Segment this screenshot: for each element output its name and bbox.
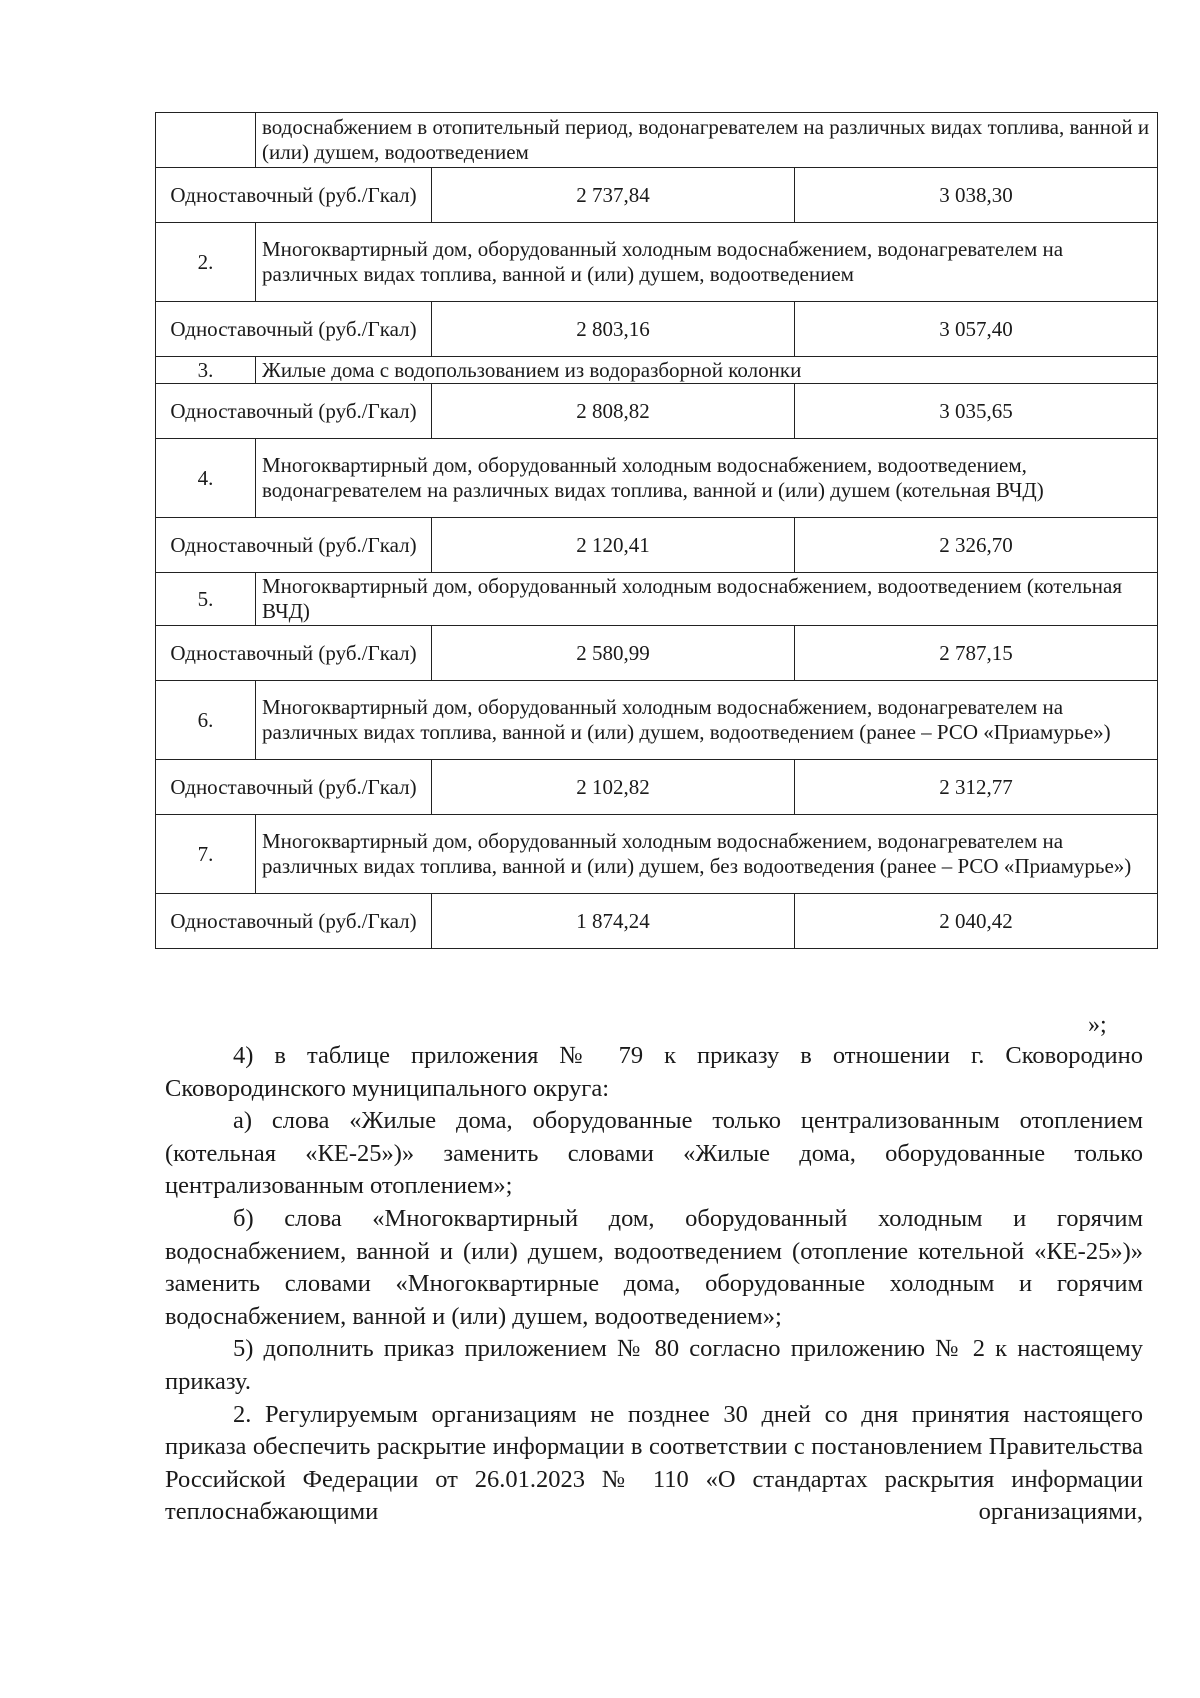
rate-value-2: 3 057,40: [795, 302, 1158, 357]
table-row: [156, 815, 1158, 894]
category-number: 7.: [156, 815, 256, 894]
rate-value-1: 2 120,41: [432, 518, 795, 573]
table-row: [156, 223, 1158, 302]
rate-row: [156, 168, 1158, 223]
rate-label: Одноставочный (руб./Гкал): [156, 894, 432, 949]
paragraph: 2. Регулируемым организациям не позднее 30 дней со дня принятия настоящего приказа обеспечить раскрытие информации в соответствии с постановлением Правительства Российской Федерации от 26.01.2023 № 110 «О стандартах раскрытия информации теплоснабжающими организациями,: [165, 1400, 1143, 1526]
rate-label: Одноставочный (руб./Гкал): [156, 626, 432, 681]
table-row: [156, 439, 1158, 518]
table-row: [156, 681, 1158, 760]
category-description: Жилые дома с водопользованием из водоразборной колонки: [256, 357, 1158, 384]
rate-row: [156, 760, 1158, 815]
rate-label: Одноставочный (руб./Гкал): [156, 302, 432, 357]
rate-value-2: 2 040,42: [795, 894, 1158, 949]
rate-label: Одноставочный (руб./Гкал): [156, 384, 432, 439]
rate-value-2: 2 787,15: [795, 626, 1158, 681]
rate-value-2: 3 038,30: [795, 168, 1158, 223]
table-row: [156, 113, 1158, 168]
tariff-table: [155, 112, 1158, 949]
paragraph: 5) дополнить приказ приложением № 80 согласно приложению № 2 к настоящему приказу.: [165, 1335, 1143, 1395]
body-text: [165, 1040, 1143, 1529]
rate-row: [156, 302, 1158, 357]
paragraph: 4) в таблице приложения № 79 к приказу в отношении г. Сковородино Сковородинского муниципального округа:: [165, 1042, 1143, 1102]
category-number: 6.: [156, 681, 256, 760]
rate-value-1: 2 580,99: [432, 626, 795, 681]
category-description: водоснабжением в отопительный период, водонагревателем на различных видах топлива, ванной и (или) душем, водоотведением: [256, 113, 1158, 168]
rate-row: [156, 518, 1158, 573]
category-description: Многоквартирный дом, оборудованный холодным водоснабжением, водонагревателем на различных видах топлива, ванной и (или) душем, водоотведением: [256, 223, 1158, 302]
table-row: [156, 573, 1158, 626]
category-description: Многоквартирный дом, оборудованный холодным водоснабжением, водонагревателем на различных видах топлива, ванной и (или) душем, без водоотведения (ранее – РСО «Приамурье»): [256, 815, 1158, 894]
rate-row: [156, 894, 1158, 949]
paragraph: а) слова «Жилые дома, оборудованные только централизованным отоплением (котельная «КЕ-25»)» заменить словами «Жилые дома, оборудованные только централизованным отоплением»;: [165, 1107, 1143, 1200]
category-number: 5.: [156, 573, 256, 626]
category-number: 2.: [156, 223, 256, 302]
table-row: [156, 357, 1158, 384]
paragraph: б) слова «Многоквартирный дом, оборудованный холодным и горячим водоснабжением, ванной и (или) душем, водоотведением (отопление котельной «КЕ-25»)» заменить словами «Многоквартирные дома, оборудованные холодным и горячим водоснабжением, ванной и (или) душем, водоотведением»;: [165, 1204, 1143, 1330]
rate-value-2: 2 326,70: [795, 518, 1158, 573]
rate-row: [156, 626, 1158, 681]
rate-value-1: 2 102,82: [432, 760, 795, 815]
category-description: Многоквартирный дом, оборудованный холодным водоснабжением, водоотведением (котельная ВЧД): [256, 573, 1158, 626]
rate-label: Одноставочный (руб./Гкал): [156, 760, 432, 815]
rate-label: Одноставочный (руб./Гкал): [156, 168, 432, 223]
category-description: Многоквартирный дом, оборудованный холодным водоснабжением, водонагревателем на различных видах топлива, ванной и (или) душем, водоотведением (ранее – РСО «Приамурье»): [256, 681, 1158, 760]
rate-row: [156, 384, 1158, 439]
rate-value-2: 3 035,65: [795, 384, 1158, 439]
category-description: Многоквартирный дом, оборудованный холодным водоснабжением, водоотведением, водонагревателем на различных видах топлива, ванной и (или) душем (котельная ВЧД): [256, 439, 1158, 518]
category-number: 3.: [156, 357, 256, 384]
rate-value-1: 2 808,82: [432, 384, 795, 439]
rate-value-1: 2 803,16: [432, 302, 795, 357]
category-number: [156, 113, 256, 168]
rate-value-1: 1 874,24: [432, 894, 795, 949]
closing-quote: »;: [1088, 1012, 1107, 1038]
rate-value-2: 2 312,77: [795, 760, 1158, 815]
rate-label: Одноставочный (руб./Гкал): [156, 518, 432, 573]
category-number: 4.: [156, 439, 256, 518]
rate-value-1: 2 737,84: [432, 168, 795, 223]
